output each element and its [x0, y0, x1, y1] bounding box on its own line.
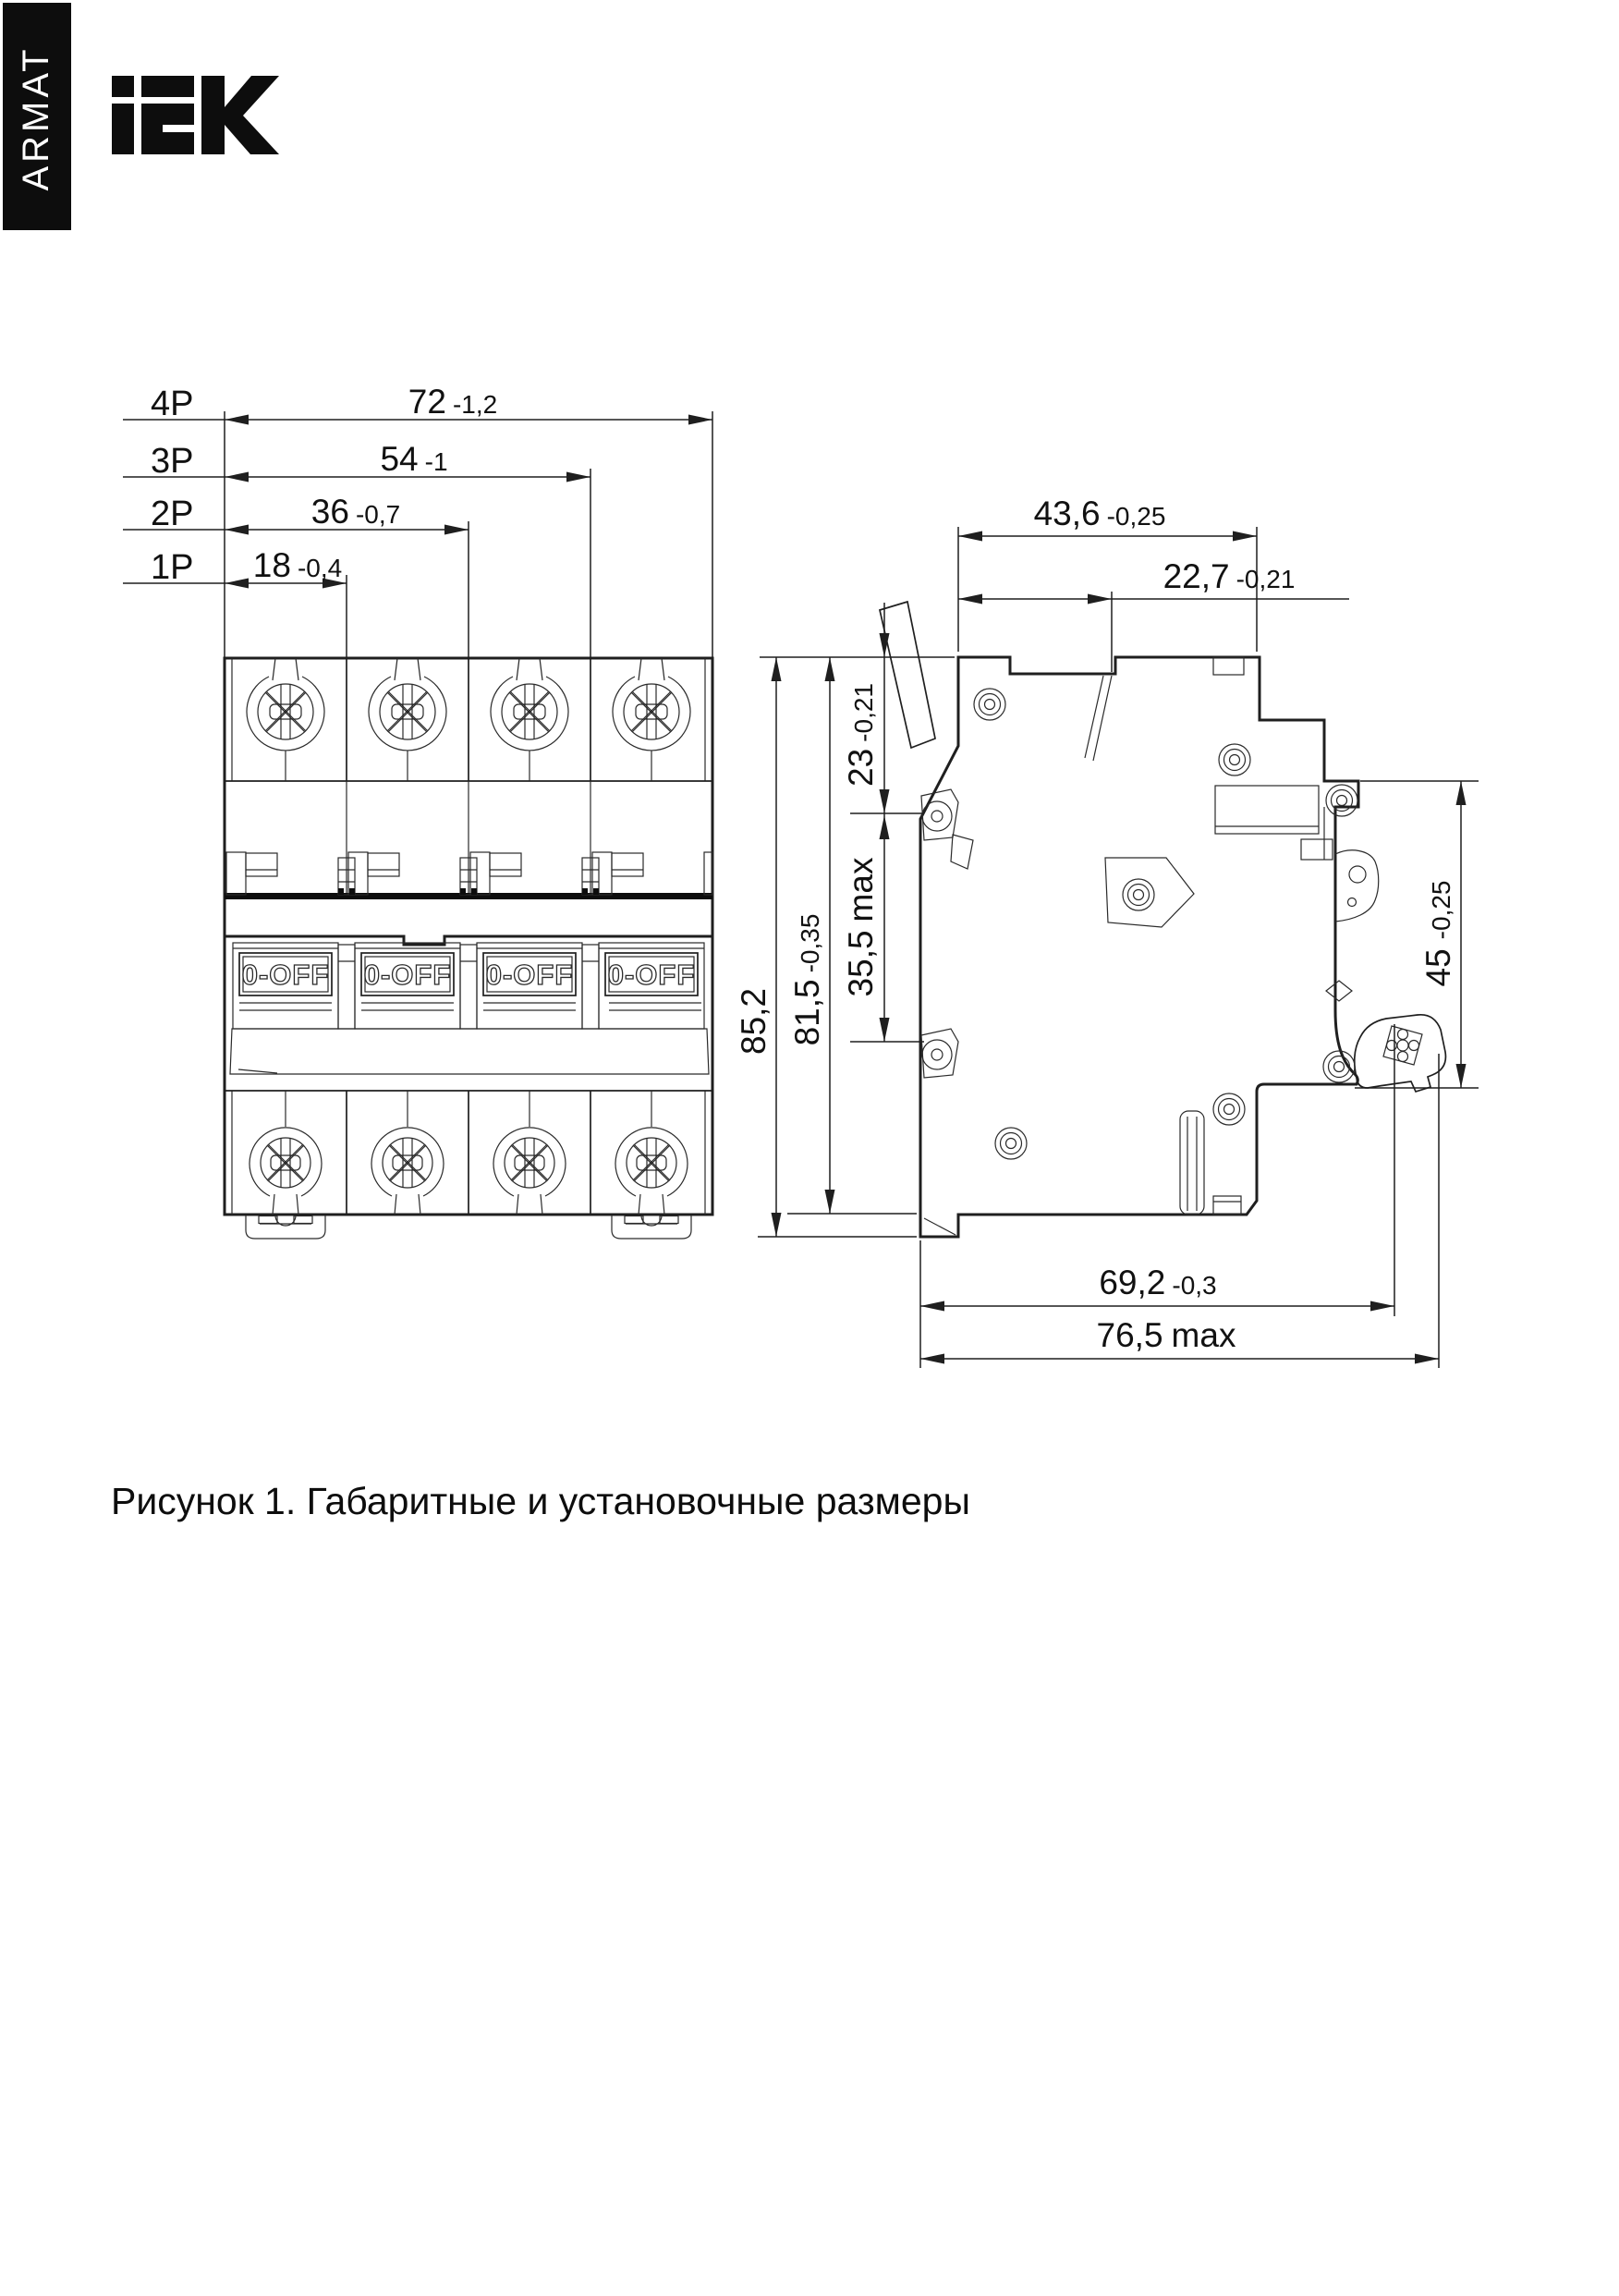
svg-text:76,5max	[1097, 1316, 1236, 1354]
dim-value: 69,2	[1099, 1264, 1166, 1301]
toggle-module	[233, 943, 338, 1029]
toggle-state-label: 0-OFF	[607, 959, 696, 991]
dim-total-height	[735, 657, 782, 1237]
dim-value: 22,7	[1163, 557, 1230, 595]
dim-tolerance: -0,4	[297, 554, 343, 582]
dim-value: 35,5	[842, 930, 880, 997]
iek-logo	[112, 76, 279, 154]
dim-tolerance: -0,3	[1172, 1271, 1217, 1300]
dim-depth-max	[920, 1316, 1439, 1364]
svg-text:35,5max	[842, 857, 880, 996]
dim-handle-offset	[958, 557, 1349, 605]
toggle-module	[599, 943, 704, 1029]
toggle-state-label: 0-OFF	[363, 959, 452, 991]
toggle-module	[355, 943, 460, 1029]
toggle-state-label: 0-OFF	[241, 959, 330, 991]
clip-release-tab	[1335, 850, 1379, 922]
dim-body-height	[788, 657, 835, 1214]
toggle-state-label: 0-OFF	[485, 959, 574, 991]
svg-text:54-1	[380, 440, 447, 478]
svg-text:36-0,7	[311, 493, 400, 531]
side-view-dimensions	[735, 495, 1479, 1368]
dim-value: 54	[380, 440, 419, 478]
dim-value: 36	[310, 493, 349, 531]
dim-value: 43,6	[1033, 495, 1101, 532]
svg-text:81,5-0,35	[788, 914, 826, 1046]
dim-rail-zone	[842, 813, 890, 1042]
dim-1p	[123, 546, 347, 589]
dim-value: 23	[842, 748, 880, 787]
dim-suffix: max	[1171, 1316, 1236, 1354]
brand-sidebar	[3, 3, 71, 230]
dim-tolerance: -1	[424, 447, 448, 476]
dim-value: 76,5	[1096, 1316, 1163, 1354]
pole-label: 1P	[151, 548, 194, 587]
front-label-plate	[230, 1029, 709, 1074]
dim-tolerance: -0,21	[1236, 565, 1296, 593]
clip-track	[1180, 1111, 1204, 1215]
svg-text:72-1,2	[408, 383, 497, 421]
dim-value: 85,2	[735, 987, 773, 1056]
rivets	[974, 689, 1357, 1159]
din-foot-right	[612, 1215, 691, 1239]
side-bottom-terminal	[921, 1029, 958, 1078]
side-body-outline	[920, 657, 1358, 1237]
dim-value: 45	[1419, 948, 1457, 987]
svg-text:45-0,25	[1419, 881, 1457, 987]
dim-value: 81,5	[788, 979, 826, 1046]
svg-text:43,6-0,25	[1034, 495, 1166, 532]
side-view	[880, 602, 1445, 1237]
din-foot-left	[246, 1215, 325, 1239]
dim-tolerance: -0,25	[1106, 502, 1166, 531]
dim-tolerance: -0,21	[849, 683, 878, 742]
dim-tolerance: -0,25	[1427, 880, 1455, 940]
dim-value: 72	[408, 383, 446, 421]
pole-label: 2P	[151, 495, 194, 533]
svg-text:69,2-0,3	[1099, 1264, 1216, 1301]
dim-3p	[123, 440, 590, 482]
figure-caption: Рисунок 1. Габаритные и установочные размеры	[111, 1480, 970, 1522]
svg-text:22,7-0,21	[1163, 557, 1296, 595]
dim-depth-to-latch	[920, 1264, 1394, 1312]
brand-vertical-text: ARMAT	[16, 45, 56, 191]
dim-tolerance: -1,2	[452, 390, 498, 419]
rail-recess	[1215, 786, 1319, 834]
svg-text:23-0,21	[842, 683, 880, 787]
dim-width-top	[958, 495, 1257, 542]
toggle-module	[477, 943, 582, 1029]
mid-clips	[226, 852, 712, 895]
svg-text:85,2	[735, 988, 773, 1055]
svg-text:18-0,4	[253, 546, 342, 584]
dim-2p	[123, 493, 469, 535]
din-clip-knob	[1355, 1015, 1446, 1092]
dim-suffix: max	[842, 857, 880, 922]
dim-tolerance: -0,7	[355, 500, 401, 529]
front-view-dimensions	[123, 383, 712, 658]
dim-4p	[123, 383, 712, 425]
dim-tolerance: -0,35	[796, 913, 824, 973]
dim-value: 18	[252, 546, 291, 584]
pole-label: 3P	[151, 442, 194, 481]
side-toggle-lever	[880, 602, 935, 748]
pole-label: 4P	[151, 385, 194, 423]
front-view	[225, 658, 712, 1239]
toggle-modules	[233, 943, 704, 1029]
dim-top-to-rail	[842, 603, 890, 813]
